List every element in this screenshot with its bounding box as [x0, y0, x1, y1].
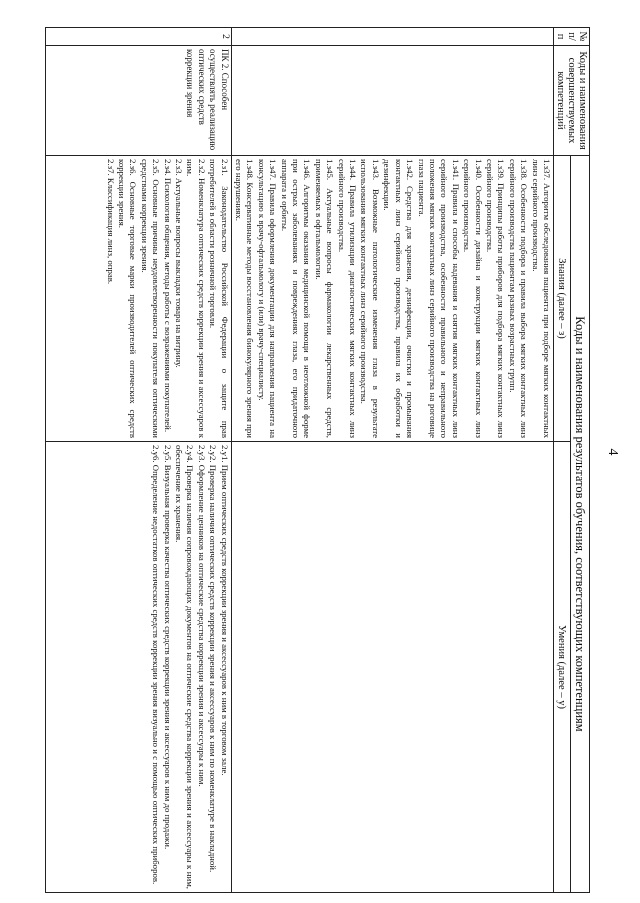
header-skills: Умения (далее – у): [554, 442, 571, 893]
row-number-cell: 2: [46, 28, 232, 46]
list-item: 1.з39. Принципы работы приборов для подбора мягких контактных линз серийного производства.: [484, 159, 507, 438]
list-item: 1.з41. Правила и способы надевания и снятия мягких контактных линз серийного производства, особенности правильного и неправильного положения мягких контактных линз серийного производства на роговице глаза пациента.: [416, 159, 461, 438]
table-row: [231, 28, 553, 893]
list-item: 2.у4. Проверка наличия сопровождающих документов на оптические средства коррекции зрения и аксессуары к ним, обеспечение их хранения.: [174, 445, 196, 889]
list-item: 2.з3. Актуальные вопросы выкладки товара на витрину.: [174, 159, 184, 368]
knowledge-cell: [46, 156, 232, 442]
list-item: 2.з5. Основные причины неудовлетворенности покупателя оптическими средствами коррекции зрения.: [139, 159, 162, 438]
list-item: 2.з6. Основные торговые марки производителей оптических средств коррекции зрения.: [116, 159, 139, 438]
header-num: № п/п: [554, 28, 590, 46]
list-item: 1.з42. Средства для хранения, дезинфекции, очистки и промывания контактных линз серийного производства, правила их обработки и дезинфекции.: [382, 159, 416, 438]
competency-table: [45, 27, 590, 893]
list-item: 1.з47. Правила оформления документации для направления пациента на консультацию к врачу-офтальмологу и (или) врачу-специалисту.: [256, 159, 279, 438]
competency-cell: ПК 2. Способен осуществлять реализацию оптических средств коррекции зрения: [46, 46, 232, 156]
skills-cell: [231, 442, 553, 893]
row-number-cell: [231, 28, 553, 46]
list-item: 1.з37. Алгоритм обследования пациента при подборе мягких контактных линз серийного производства.: [530, 159, 552, 438]
knowledge-cell: [231, 156, 553, 442]
table-row: [46, 28, 232, 893]
list-item: 1.з38. Особенности подбора и правила выбора мягких контактных линз серийного производства пациентам разных возрастных групп.: [507, 159, 530, 438]
list-item: 2.з7. Классификация линз, оправ.: [105, 159, 116, 285]
header-results: Коды и наименования результатов обучения, соответствующих компетенциям: [570, 156, 589, 893]
list-item: 2.у3. Оформление ценников на оптические средства коррекции зрения и аксессуары к ним.: [196, 445, 207, 787]
header-knowledge: Знания (далее – з): [554, 156, 571, 442]
list-item: 1.з40. Особенности дизайна и конструкции мягких контактных линз серийного производства.: [462, 159, 484, 438]
skills-cell: [46, 442, 232, 893]
rotated-sheet: [45, 27, 590, 893]
list-item: 1.з48. Консервативные методы восстановления бинокулярного зрения при его нарушениях.: [234, 159, 256, 438]
list-item: 1.з43. Возможные патологические изменения глаза в результате использования мягких контактных линз серийного производства.: [359, 159, 381, 438]
list-item: 2.з1. Законодательство Российской Федерации о защите прав потребителей в области розничной торговли.: [208, 159, 230, 438]
list-item: 1.з46. Алгоритмы оказания медицинской помощи в неотложной форме при острых заболеваниях и повреждениях глаза, его придаточного аппарата и орбиты.: [279, 159, 313, 438]
list-item: 2.у5. Визуальная проверка качества оптических средств коррекции зрения и аксессуаров к ним до продажи.: [162, 445, 173, 850]
list-item: 2.з2. Номенклатура оптических средств коррекции зрения и аксессуаров к ним.: [185, 159, 207, 438]
competency-cell: [231, 46, 553, 156]
list-item: 1.з45. Актуальные вопросы фармакологии лекарственных средств, применяемых в офтальмологии.: [313, 159, 336, 438]
list-item: 2.у2. Проверка наличия оптических средств коррекции зрения и аксессуаров к ним по номенклатуре в накладной.: [208, 445, 219, 873]
list-item: 2.у1. Прием оптических средств коррекции зрения и аксессуаров к ним в торговом зале.: [219, 445, 230, 776]
list-item: 2.з4. Психология общения, методы работы с возражениями покупателей.: [162, 159, 173, 433]
list-item: 1.з44. Правила утилизации диагностических мягких контактных линз серийного производства.: [336, 159, 359, 438]
page-number: 4: [605, 448, 620, 456]
header-competencies: Коды и наименования совершенствуемых компетенций: [554, 46, 590, 156]
list-item: 2.у6. Определение недостатков оптических средств коррекции зрения визуально и с помощью оптических приборов.: [151, 445, 162, 885]
